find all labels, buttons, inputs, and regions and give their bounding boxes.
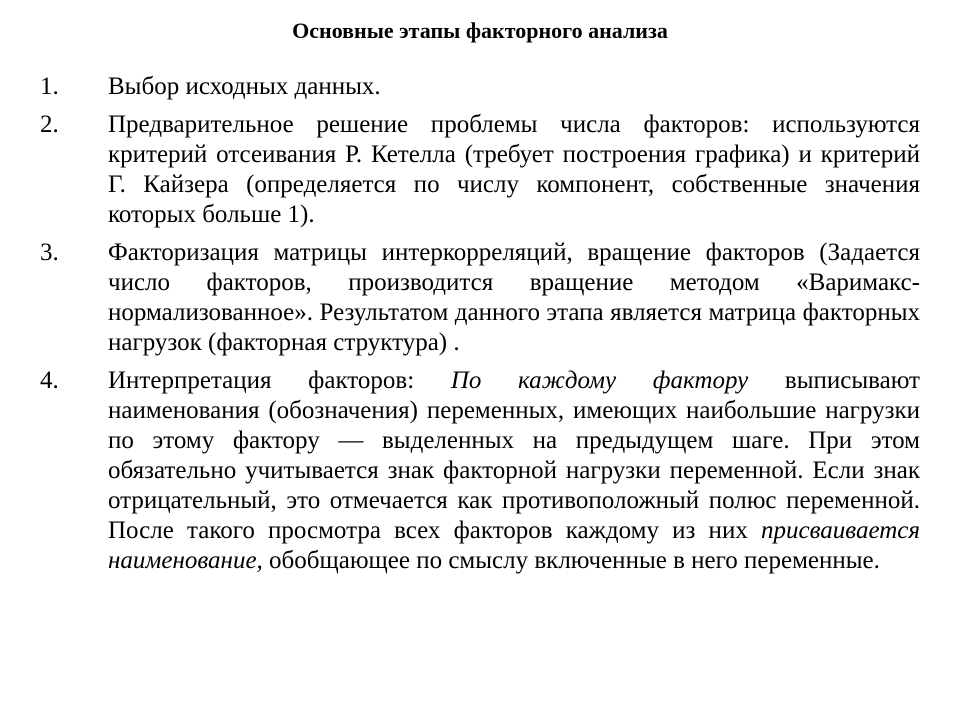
item-text-segment: выписывают наименования (обозначения) переменных, имеющих наибольшие нагрузки по этому фактору — выделенных на предыдущем шаге. При этом обязательно учитывается знак факторной нагрузки переменной. Если знак отрицательный, это отмечается как противоположный полюс переменной. После такого просмотра всех факторов каждому из них <box>108 367 920 544</box>
list-item <box>40 72 920 102</box>
item-text-segment: Выбор исходных данных. <box>108 73 381 100</box>
item-text <box>108 366 920 576</box>
item-text <box>108 238 920 358</box>
steps-list <box>40 72 920 584</box>
page-title: Основные этапы факторного анализа <box>292 18 668 43</box>
item-text <box>108 110 920 230</box>
item-text <box>108 72 920 102</box>
item-number: 2. <box>40 111 59 138</box>
item-text-italic-segment: По каждому фактору <box>450 367 749 394</box>
item-text-segment: обобщающее по смыслу включенные в него переменные. <box>262 547 880 574</box>
list-item <box>40 366 920 576</box>
item-number: 1. <box>40 73 59 100</box>
list-item <box>40 238 920 358</box>
item-text-segment: Факторизация матрицы интеркорреляций, вращение факторов (Задается число факторов, производится вращение методом «Варимакс-нормализованное». Результатом данного этапа является матрица факторных нагрузок (факторная структура) . <box>108 239 920 356</box>
item-number: 3. <box>40 239 59 266</box>
item-text-italic-segment: присваивается наименование, <box>108 517 920 574</box>
item-text-segment: Интерпретация факторов: <box>108 367 451 394</box>
item-text-segment: Предварительное решение проблемы числа факторов: используются критерий отсеивания Р. Кетелла (требует построения графика) и критерий Г. Кайзера (определяется по числу компонент, собственные значения которых больше 1). <box>108 111 920 228</box>
list-item <box>40 110 920 230</box>
item-number: 4. <box>40 367 59 394</box>
